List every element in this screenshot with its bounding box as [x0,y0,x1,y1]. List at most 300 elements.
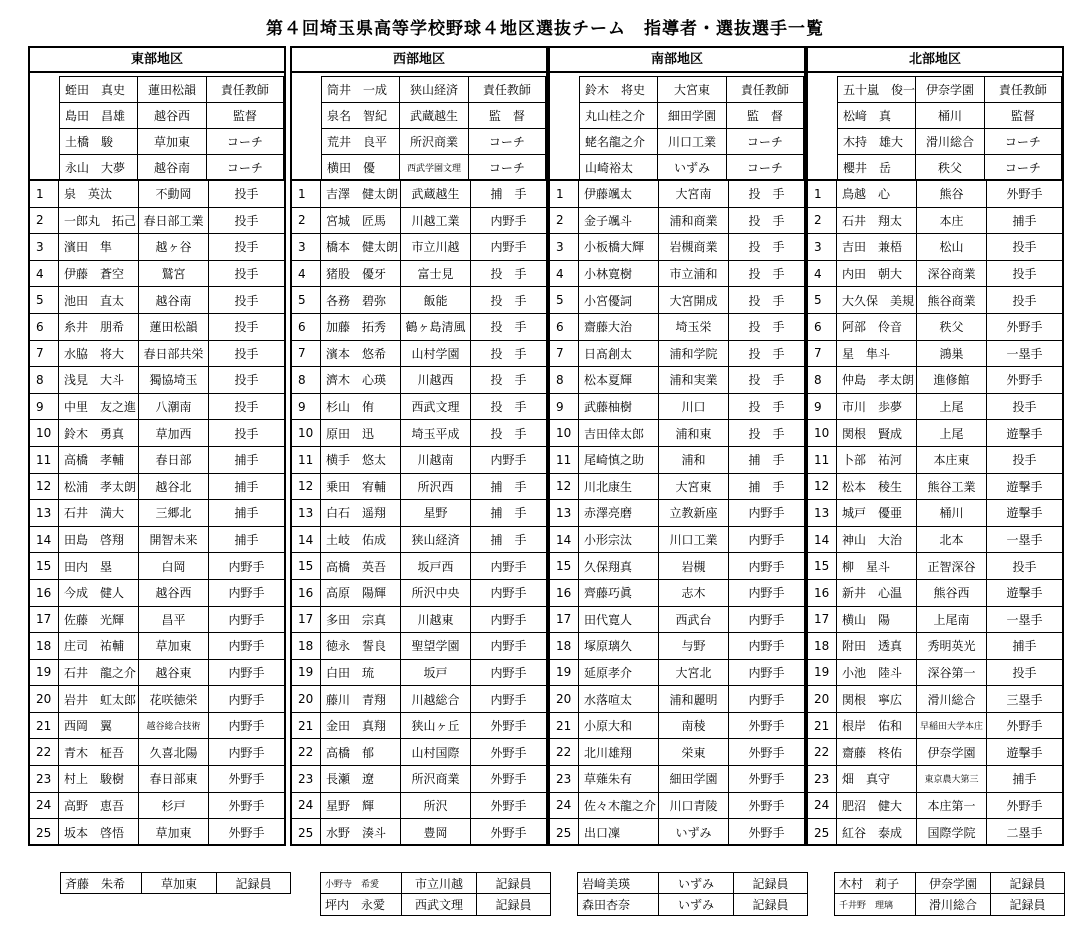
staff-name: 島田 昌雄 [60,103,138,128]
player-row [30,287,284,314]
player-school: 越ヶ谷 [139,234,209,260]
player-number: 13 [550,500,579,526]
player-name: 松浦 孝太朗 [59,474,139,500]
player-name: 柳 星斗 [837,553,917,579]
player-row [30,500,284,527]
player-row [550,500,804,527]
player-position: 外野手 [1006,187,1043,202]
player-position: 外野手 [748,772,785,787]
player-row [550,261,804,288]
player-position: 投 手 [748,240,785,255]
player-name: 久保翔真 [579,553,659,579]
staff-school: 大宮東 [658,77,726,102]
player-number: 3 [292,234,321,260]
player-number: 16 [550,580,579,606]
player-position: 投手 [1012,400,1037,415]
player-number: 7 [550,341,579,367]
player-row [30,793,284,820]
player-row [808,739,1062,766]
player-school: 東京農大第三 [917,766,987,792]
player-school: 南稜 [659,713,729,739]
staff-role: コーチ [488,135,525,149]
player-school: 熊谷工業 [917,474,987,500]
region-1 [290,46,548,846]
player-school: 与野 [659,633,729,659]
recorder-school: 伊奈学園 [916,873,991,893]
player-school: 八潮南 [139,394,209,420]
player-school: 深谷第一 [917,660,987,686]
player-number: 9 [292,394,321,420]
player-school: 春日部 [139,447,209,473]
player-school: 本庄第一 [917,793,987,819]
player-number: 4 [550,261,579,287]
player-row [292,607,546,634]
player-number: 20 [292,686,321,712]
player-school: 深谷商業 [917,261,987,287]
player-school: 春日部東 [139,766,209,792]
player-name: 佐々木龍之介 [579,793,659,819]
player-number: 12 [292,474,321,500]
roster-table [28,46,1062,846]
player-row [550,287,804,314]
recorder-row [577,894,808,916]
player-row [808,474,1062,501]
player-name: 北川雄翔 [579,739,659,765]
player-row [292,686,546,713]
staff-row [321,102,546,128]
player-number: 19 [292,660,321,686]
player-school: 三郷北 [139,500,209,526]
player-number: 3 [30,234,59,260]
staff-name: 丸山桂之介 [580,103,658,128]
player-number: 19 [808,660,837,686]
staff-name: 蛭田 真史 [60,77,138,102]
player-number: 5 [292,287,321,313]
player-number: 3 [550,234,579,260]
player-number: 9 [808,394,837,420]
player-row [30,420,284,447]
player-position: 遊撃手 [1006,745,1043,760]
staff-name: 横田 優 [322,155,400,179]
player-number: 9 [550,394,579,420]
player-row [550,739,804,766]
player-number: 17 [292,607,321,633]
player-position: 外野手 [228,772,265,787]
staff-school: 細田学園 [658,103,726,128]
player-number: 12 [808,474,837,500]
player-position: 内野手 [228,745,265,760]
player-school: 草加東 [139,633,209,659]
player-position: 内野手 [490,586,527,601]
staff-school: 秩父 [916,155,984,179]
player-row [550,367,804,394]
player-position: 投手 [234,293,259,308]
player-row [30,527,284,554]
player-name: 猪股 優牙 [321,261,401,287]
player-name: 吉澤 健太朗 [321,181,401,207]
player-school: 栄東 [659,739,729,765]
staff-role: 責任教師 [740,83,789,97]
player-position: 捕手 [234,506,259,521]
player-row [292,527,546,554]
player-row [550,793,804,820]
player-name: 石井 翔太 [837,208,917,234]
player-position: 外野手 [490,745,527,760]
player-row [550,633,804,660]
player-name: 小原大和 [579,713,659,739]
player-name: 石井 龍之介 [59,660,139,686]
player-row [292,287,546,314]
player-position: 投手 [234,400,259,415]
player-number: 4 [30,261,59,287]
player-school: 熊谷 [917,181,987,207]
player-row [292,819,546,846]
player-number: 24 [292,793,321,819]
player-school: 桶川 [917,500,987,526]
player-name: 阿部 伶音 [837,314,917,340]
recorder-group-2 [577,872,808,916]
staff-list [550,73,804,181]
player-position: 遊撃手 [1006,479,1043,494]
player-row [550,686,804,713]
recorder-row [320,894,551,916]
player-number: 18 [808,633,837,659]
player-number: 3 [808,234,837,260]
player-row [550,474,804,501]
player-name: 卜部 祐河 [837,447,917,473]
player-school: 川越南 [401,447,471,473]
player-name: 鳥越 心 [837,181,917,207]
player-position: 投手 [234,373,259,388]
staff-row [59,102,284,128]
player-school: 鴻巣 [917,341,987,367]
player-row [550,234,804,261]
player-name: 延原孝介 [579,660,659,686]
player-name: 糸井 朋希 [59,314,139,340]
player-position: 内野手 [490,453,527,468]
player-number: 16 [30,580,59,606]
player-position: 内野手 [748,559,785,574]
player-row [30,660,284,687]
player-name: 濱本 悠希 [321,341,401,367]
player-row [292,341,546,368]
recorder-row [60,872,291,894]
player-name: 水野 湊斗 [321,819,401,846]
player-number: 9 [30,394,59,420]
player-school: 鶴ヶ島清風 [401,314,471,340]
player-school: 滑川総合 [917,686,987,712]
player-school: 昌平 [139,607,209,633]
player-position: 捕 手 [748,453,785,468]
player-position: 投手 [234,320,259,335]
player-school: 進修館 [917,367,987,393]
player-school: 埼玉栄 [659,314,729,340]
player-school: 坂戸西 [401,553,471,579]
player-name: 小宮優詞 [579,287,659,313]
player-number: 7 [30,341,59,367]
player-name: 金子颯斗 [579,208,659,234]
player-number: 15 [550,553,579,579]
player-position: 内野手 [490,665,527,680]
player-number: 8 [30,367,59,393]
player-school: 開智未来 [139,527,209,553]
player-number: 7 [292,341,321,367]
player-school: 北本 [917,527,987,553]
player-row [808,607,1062,634]
player-school: 西武台 [659,607,729,633]
player-name: 伊藤颯太 [579,181,659,207]
player-number: 22 [292,739,321,765]
player-position: 外野手 [748,826,785,841]
player-row [808,341,1062,368]
player-school: 川越西 [401,367,471,393]
player-name: 星野 輝 [321,793,401,819]
player-name: 一郎丸 拓己 [59,208,139,234]
player-row [30,739,284,766]
player-position: 捕手 [1012,639,1037,654]
player-name: 庄司 祐輔 [59,633,139,659]
player-name: 多田 宗真 [321,607,401,633]
recorder-school: 滑川総合 [916,894,991,915]
staff-role: 責任教師 [998,83,1047,97]
player-name: 高野 恵吾 [59,793,139,819]
staff-row [579,128,804,154]
player-row [808,234,1062,261]
player-school: 上尾南 [917,607,987,633]
player-name: 附田 透真 [837,633,917,659]
player-school: 所沢商業 [401,766,471,792]
player-school: 久喜北陽 [139,739,209,765]
player-position: 一塁手 [1006,346,1043,361]
player-school: 聖望学園 [401,633,471,659]
player-position: 内野手 [748,665,785,680]
player-position: 内野手 [748,639,785,654]
player-name: 白石 遥翔 [321,500,401,526]
player-position: 遊撃手 [1006,426,1043,441]
player-position: 投手 [1012,453,1037,468]
player-list [550,181,804,846]
player-row [808,447,1062,474]
player-school: 秩父 [917,314,987,340]
recorder-name: 森田杏奈 [578,894,659,915]
player-school: 上尾 [917,420,987,446]
player-position: 投手 [234,426,259,441]
player-row [292,739,546,766]
player-school: 所沢 [401,793,471,819]
player-row [550,208,804,235]
player-row [808,553,1062,580]
staff-name: 木持 雄大 [838,129,916,154]
player-position: 投手 [1012,240,1037,255]
recorder-name: 斉藤 朱希 [61,873,142,893]
player-name: 田内 塁 [59,553,139,579]
player-school: 熊谷西 [917,580,987,606]
player-school: 草加東 [139,819,209,846]
player-position: 外野手 [228,798,265,813]
staff-school: 西武学園文理 [400,155,468,179]
player-position: 投 手 [748,293,785,308]
player-number: 25 [292,819,321,846]
player-number: 10 [30,420,59,446]
player-position: 外野手 [748,745,785,760]
player-name: 西岡 翼 [59,713,139,739]
player-name: 中里 友之進 [59,394,139,420]
player-row [292,367,546,394]
player-position: 投手 [234,346,259,361]
player-school: 大宮東 [659,474,729,500]
player-list [292,181,546,846]
player-position: 投 手 [490,400,527,415]
player-row [30,553,284,580]
player-number: 6 [550,314,579,340]
player-name: 小林寛樹 [579,261,659,287]
player-name: 金田 真翔 [321,713,401,739]
player-row [30,447,284,474]
player-school: 早稲田大学本庄 [917,713,987,739]
player-school: 上尾 [917,394,987,420]
staff-name: 五十嵐 俊一 [838,77,916,102]
player-name: 藤川 青翔 [321,686,401,712]
player-school: 松山 [917,234,987,260]
player-school: 伊奈学園 [917,739,987,765]
staff-school: いずみ [658,155,726,179]
staff-row [59,154,284,180]
player-name: 鈴木 勇真 [59,420,139,446]
player-name: 高橋 郁 [321,739,401,765]
player-row [30,766,284,793]
player-name: 仲島 孝太朗 [837,367,917,393]
player-name: 青木 柾吾 [59,739,139,765]
player-position: 捕 手 [490,479,527,494]
player-school: 大宮南 [659,181,729,207]
player-row [550,394,804,421]
player-name: 水落喧太 [579,686,659,712]
player-row [292,553,546,580]
player-number: 15 [808,553,837,579]
player-row [292,580,546,607]
player-name: 市川 歩夢 [837,394,917,420]
staff-role: コーチ [746,135,783,149]
player-name: 田島 啓翔 [59,527,139,553]
player-number: 6 [808,314,837,340]
player-name: 小形宗汰 [579,527,659,553]
player-row [550,713,804,740]
player-row [292,394,546,421]
staff-row [59,76,284,102]
staff-role: コーチ [1004,135,1041,149]
player-row [808,660,1062,687]
player-school: 本庄 [917,208,987,234]
player-name: 出口凜 [579,819,659,846]
region-header: 南部地区 [550,48,804,73]
player-position: 三塁手 [1006,692,1043,707]
player-number: 2 [292,208,321,234]
player-school: 越谷南 [139,287,209,313]
recorder-row [577,872,808,894]
player-number: 20 [550,686,579,712]
player-number: 6 [292,314,321,340]
player-number: 5 [808,287,837,313]
player-school: 川口工業 [659,527,729,553]
player-position: 外野手 [1006,373,1043,388]
player-name: 星 隼斗 [837,341,917,367]
player-row [30,394,284,421]
player-number: 5 [30,287,59,313]
player-row [550,314,804,341]
player-row [808,633,1062,660]
player-position: 捕手 [234,533,259,548]
player-row [30,474,284,501]
player-name: 城戸 優亜 [837,500,917,526]
player-row [30,181,284,208]
player-position: 投 手 [748,187,785,202]
player-name: 徳永 誓良 [321,633,401,659]
player-row [808,686,1062,713]
player-number: 2 [550,208,579,234]
staff-school: 草加東 [138,129,206,154]
player-list [30,181,284,846]
player-row [808,527,1062,554]
staff-school: 川口工業 [658,129,726,154]
player-number: 21 [30,713,59,739]
player-position: 内野手 [228,612,265,627]
player-school: 飯能 [401,287,471,313]
region-header: 北部地区 [808,48,1062,73]
player-number: 17 [550,607,579,633]
recorder-name: 岩﨑美瑛 [578,873,659,893]
player-row [30,713,284,740]
player-number: 8 [292,367,321,393]
staff-role: コーチ [226,160,263,175]
player-name: 齋藤大治 [579,314,659,340]
player-position: 外野手 [748,719,785,734]
player-school: 大宮開成 [659,287,729,313]
player-school: 国際学院 [917,819,987,846]
staff-row [321,128,546,154]
player-position: 外野手 [490,826,527,841]
player-position: 内野手 [748,586,785,601]
staff-school: 伊奈学園 [916,77,984,102]
player-school: 川越東 [401,607,471,633]
recorder-row [320,872,551,894]
player-row [30,261,284,288]
player-number: 19 [550,660,579,686]
player-school: 鷲宮 [139,261,209,287]
staff-list [292,73,546,181]
staff-row [579,76,804,102]
staff-name: 土橋 駿 [60,129,138,154]
player-row [808,181,1062,208]
recorder-school: いずみ [659,873,734,893]
player-position: 投 手 [748,400,785,415]
player-number: 14 [30,527,59,553]
player-position: 遊撃手 [1006,586,1043,601]
player-row [30,234,284,261]
player-row [292,208,546,235]
player-position: 外野手 [1006,320,1043,335]
staff-name: 永山 大夢 [60,155,138,179]
player-name: 畑 真守 [837,766,917,792]
staff-row [321,154,546,180]
player-school: 獨協埼玉 [139,367,209,393]
recorder-school: 西武文理 [402,894,477,915]
player-number: 24 [808,793,837,819]
player-list [808,181,1062,846]
player-name: 杉山 侑 [321,394,401,420]
player-school: 所沢西 [401,474,471,500]
player-row [30,607,284,634]
player-number: 10 [550,420,579,446]
